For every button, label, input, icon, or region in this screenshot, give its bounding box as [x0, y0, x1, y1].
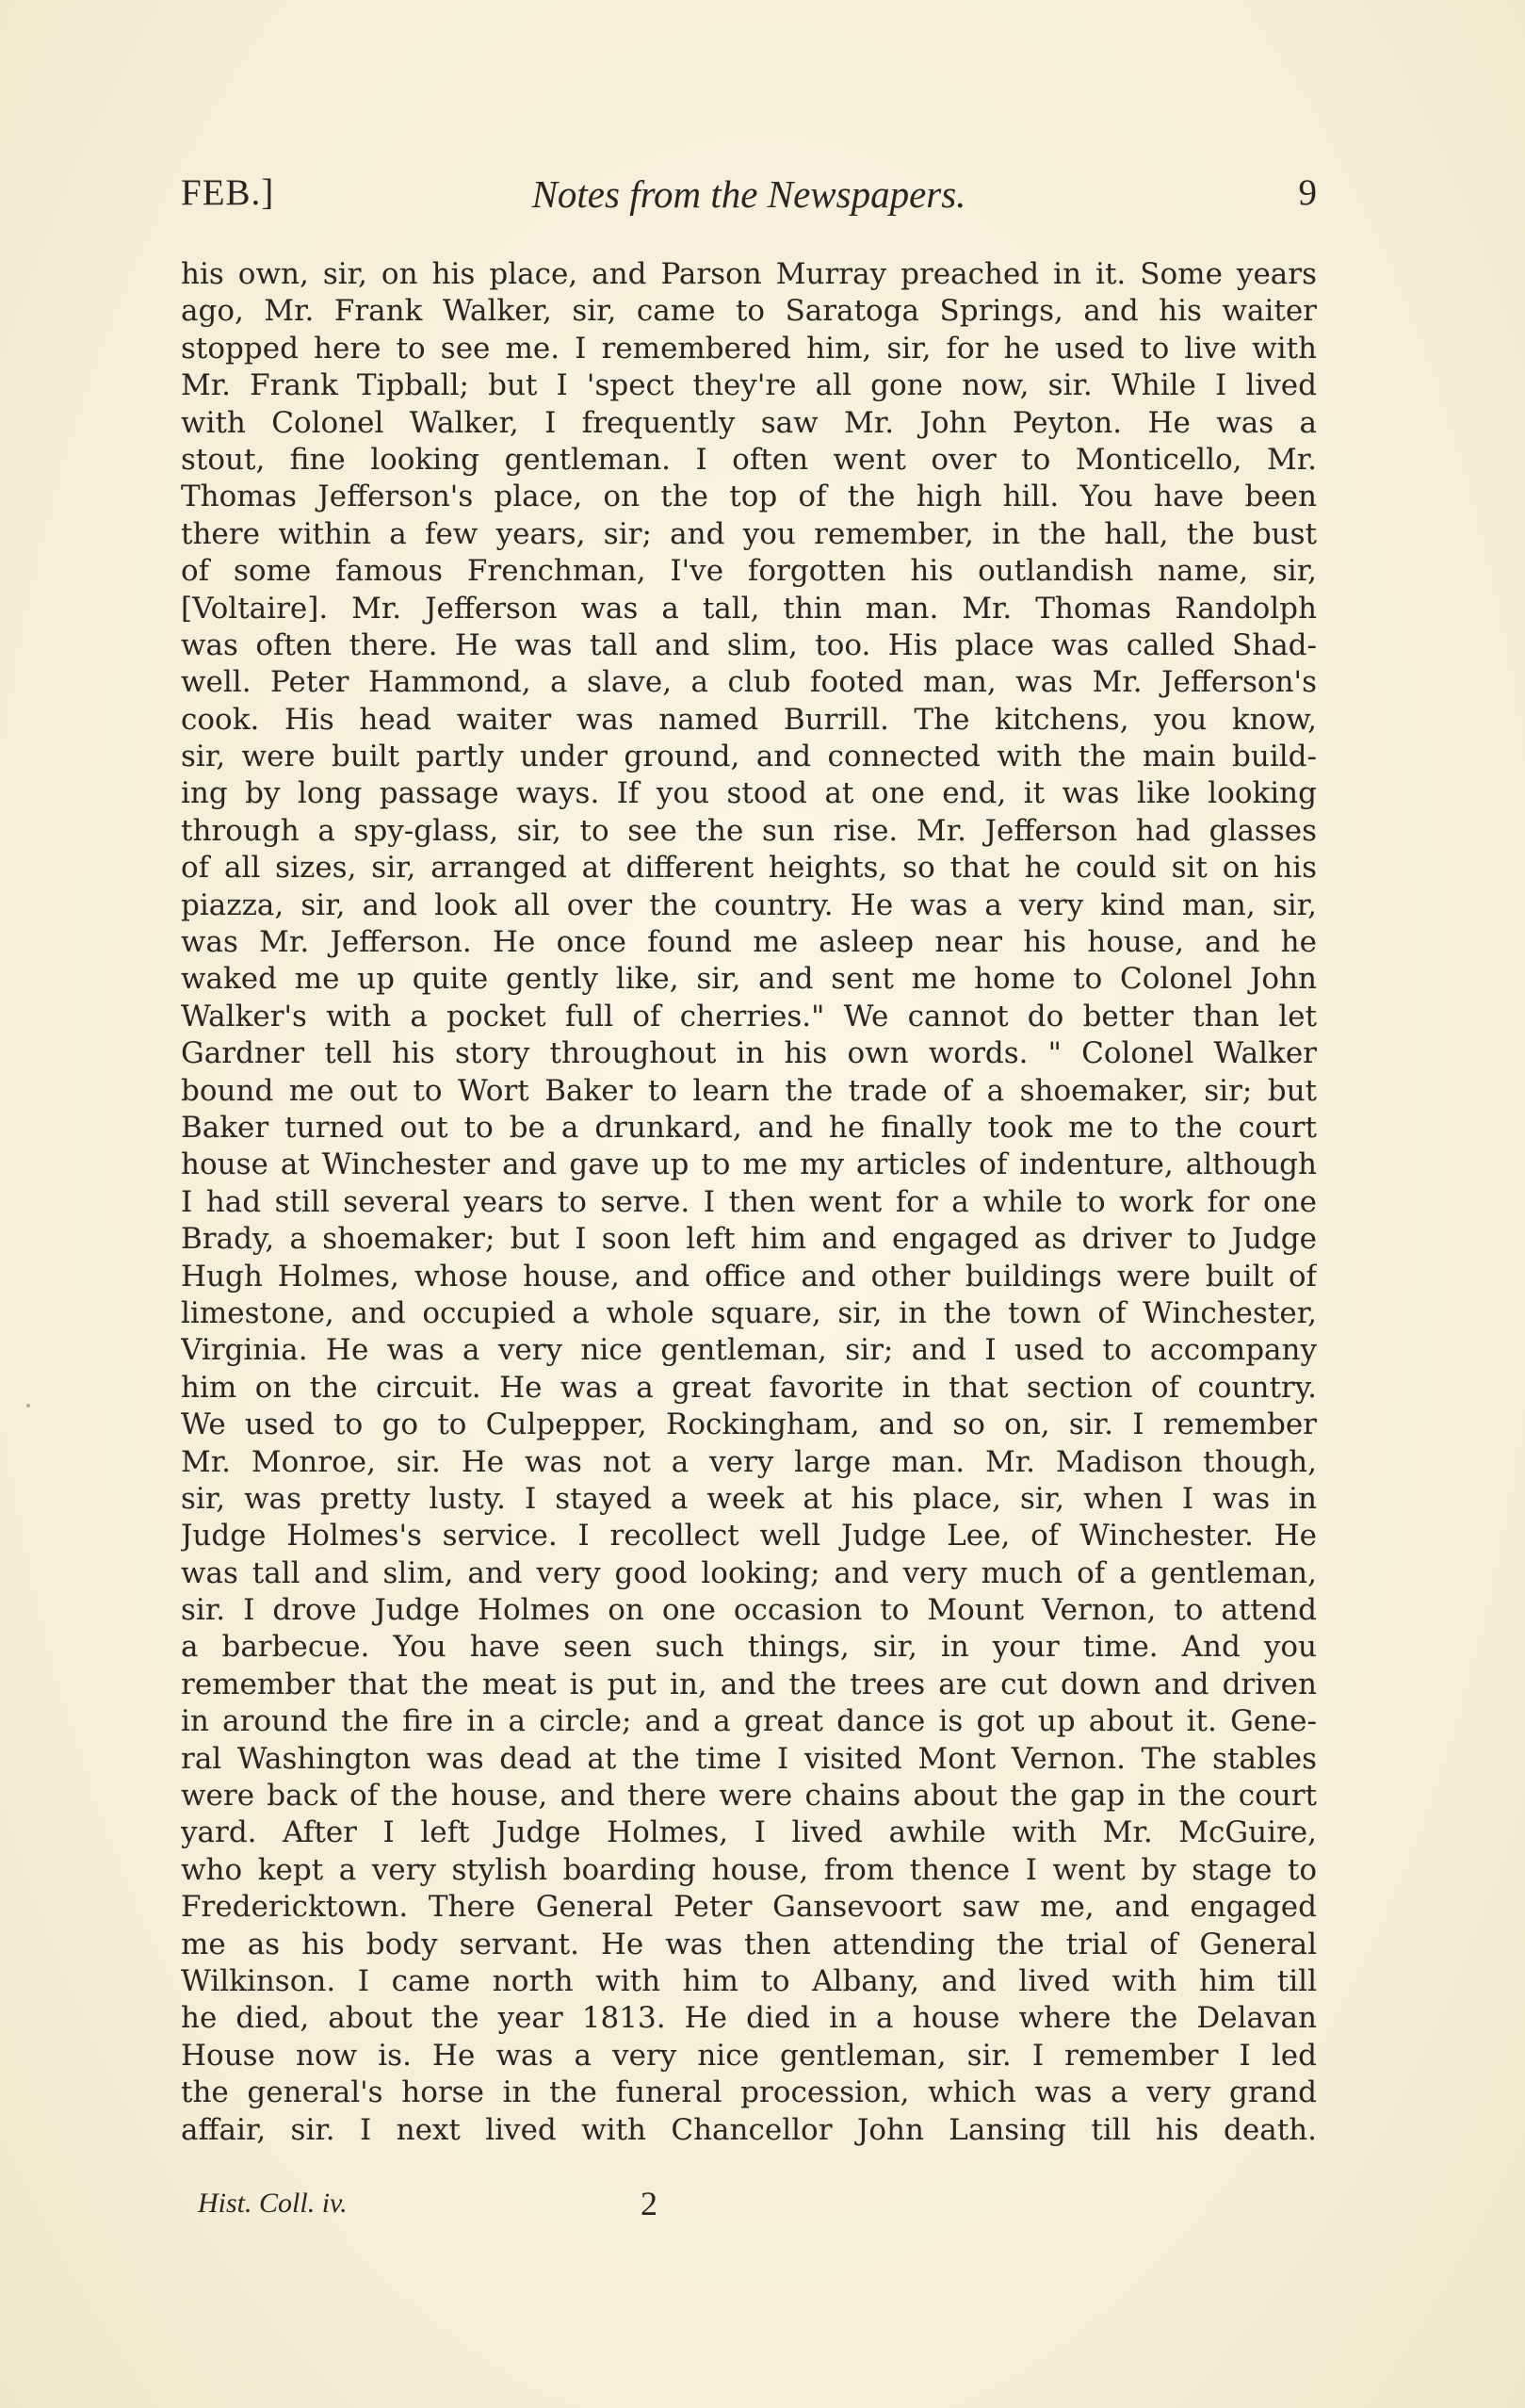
- text-line: Thomas Jefferson's place, on the top of the high hill. You have been: [181, 480, 1317, 514]
- text-line: Fredericktown. There General Peter Gansevoort saw me, and engaged: [181, 1890, 1317, 1925]
- text-line: stout, fine looking gentleman. I often went over to Monticello, Mr.: [181, 442, 1317, 477]
- text-line: a barbecue. You have seen such things, sir, in your time. And you: [181, 1630, 1317, 1665]
- text-line: through a spy-glass, sir, to see the sun rise. Mr. Jefferson had glasses: [181, 813, 1317, 848]
- running-header: [181, 171, 1317, 228]
- text-line: sir, was pretty lusty. I stayed a week at his place, sir, when I was in: [181, 1481, 1317, 1516]
- signature-number: 2: [641, 2185, 657, 2222]
- text-line: was Mr. Jefferson. He once found me asleep near his house, and he: [181, 925, 1317, 960]
- text-line: ral Washington was dead at the time I visited Mont Vernon. The stables: [181, 1741, 1317, 1776]
- text-line: was often there. He was tall and slim, too. His place was called Shad-: [181, 627, 1317, 662]
- text-line: I had still several years to serve. I then went for a while to work for one: [181, 1184, 1317, 1219]
- text-line: limestone, and occupied a whole square, sir, in the town of Winchester,: [181, 1295, 1317, 1330]
- text-line: sir. I drove Judge Holmes on one occasion to Mount Vernon, to attend: [181, 1593, 1317, 1628]
- text-line: with Colonel Walker, I frequently saw Mr. John Peyton. He was a: [181, 405, 1317, 440]
- text-line: sir, were built partly under ground, and connected with the main build-: [181, 740, 1317, 774]
- text-line: he died, about the year 1813. He died in a house where the Delavan: [181, 2001, 1317, 2036]
- page-number: 9: [1298, 172, 1317, 213]
- body-text: [181, 256, 1317, 2149]
- text-line: Mr. Monroe, sir. He was not a very large man. Mr. Madison though,: [181, 1444, 1317, 1479]
- page-footer: [198, 2185, 951, 2235]
- text-line: of all sizes, sir, arranged at different heights, so that he could sit on his: [181, 851, 1317, 886]
- text-line: Mr. Frank Tipball; but I 'spect they're all gone now, sir. While I lived: [181, 368, 1317, 403]
- text-line: house at Winchester and gave up to me my articles of indenture, although: [181, 1147, 1317, 1182]
- text-line: me as his body servant. He was then attending the trial of General: [181, 1927, 1317, 1961]
- text-line: stopped here to see me. I remembered him, sir, for he used to live with: [181, 331, 1317, 366]
- text-line: [Voltaire]. Mr. Jefferson was a tall, thin man. Mr. Thomas Randolph: [181, 591, 1317, 626]
- header-title: Notes from the Newspapers.: [531, 172, 966, 216]
- header-month: FEB.]: [181, 172, 275, 213]
- text-line: affair, sir. I next lived with Chancellor John Lansing till his death.: [181, 2112, 1317, 2147]
- text-line: We used to go to Culpepper, Rockingham, and so on, sir. I remember: [181, 1407, 1317, 1442]
- text-line: of some famous Frenchman, I've forgotten his outlandish name, sir,: [181, 554, 1317, 589]
- text-line: the general's horse in the funeral procession, which was a very grand: [181, 2075, 1317, 2110]
- signature-mark: Hist. Coll. iv.: [198, 2188, 348, 2219]
- paper-speck: [26, 1404, 30, 1407]
- text-line: Wilkinson. I came north with him to Albany, and lived with him till: [181, 1963, 1317, 1998]
- text-line: piazza, sir, and look all over the country. He was a very kind man, sir,: [181, 887, 1317, 922]
- text-line: Judge Holmes's service. I recollect well Judge Lee, of Winchester. He: [181, 1519, 1317, 1554]
- text-line: cook. His head waiter was named Burrill. The kitchens, you know,: [181, 702, 1317, 737]
- text-line: Virginia. He was a very nice gentleman, sir; and I used to accompany: [181, 1333, 1317, 1368]
- text-line: House now is. He was a very nice gentleman, sir. I remember I led: [181, 2038, 1317, 2073]
- text-line: were back of the house, and there were chains about the gap in the court: [181, 1779, 1317, 1814]
- text-line: him on the circuit. He was a great favorite in that section of country.: [181, 1370, 1317, 1405]
- text-line: Gardner tell his story throughout in his own words. " Colonel Walker: [181, 1036, 1317, 1071]
- text-line: ago, Mr. Frank Walker, sir, came to Saratoga Springs, and his waiter: [181, 294, 1317, 329]
- text-line: his own, sir, on his place, and Parson Murray preached in it. Some years: [181, 257, 1317, 291]
- text-line: remember that the meat is put in, and the trees are cut down and driven: [181, 1667, 1317, 1701]
- text-line: waked me up quite gently like, sir, and sent me home to Colonel John: [181, 962, 1317, 997]
- text-line: Hugh Holmes, whose house, and office and other buildings were built of: [181, 1259, 1317, 1293]
- text-line: Brady, a shoemaker; but I soon left him and engaged as driver to Judge: [181, 1222, 1317, 1257]
- text-line: in around the fire in a circle; and a great dance is got up about it. Gene-: [181, 1704, 1317, 1739]
- text-line: well. Peter Hammond, a slave, a club footed man, was Mr. Jefferson's: [181, 665, 1317, 700]
- text-line: Baker turned out to be a drunkard, and he finally took me to the court: [181, 1110, 1317, 1145]
- text-line: yard. After I left Judge Holmes, I lived awhile with Mr. McGuire,: [181, 1815, 1317, 1850]
- text-line: bound me out to Wort Baker to learn the trade of a shoemaker, sir; but: [181, 1073, 1317, 1108]
- text-line: who kept a very stylish boarding house, from thence I went by stage to: [181, 1852, 1317, 1887]
- text-line: ing by long passage ways. If you stood at one end, it was like looking: [181, 776, 1317, 811]
- text-line: Walker's with a pocket full of cherries." We cannot do better than let: [181, 999, 1317, 1033]
- text-line: there within a few years, sir; and you remember, in the hall, the bust: [181, 516, 1317, 551]
- text-line: was tall and slim, and very good looking; and very much of a gentleman,: [181, 1555, 1317, 1590]
